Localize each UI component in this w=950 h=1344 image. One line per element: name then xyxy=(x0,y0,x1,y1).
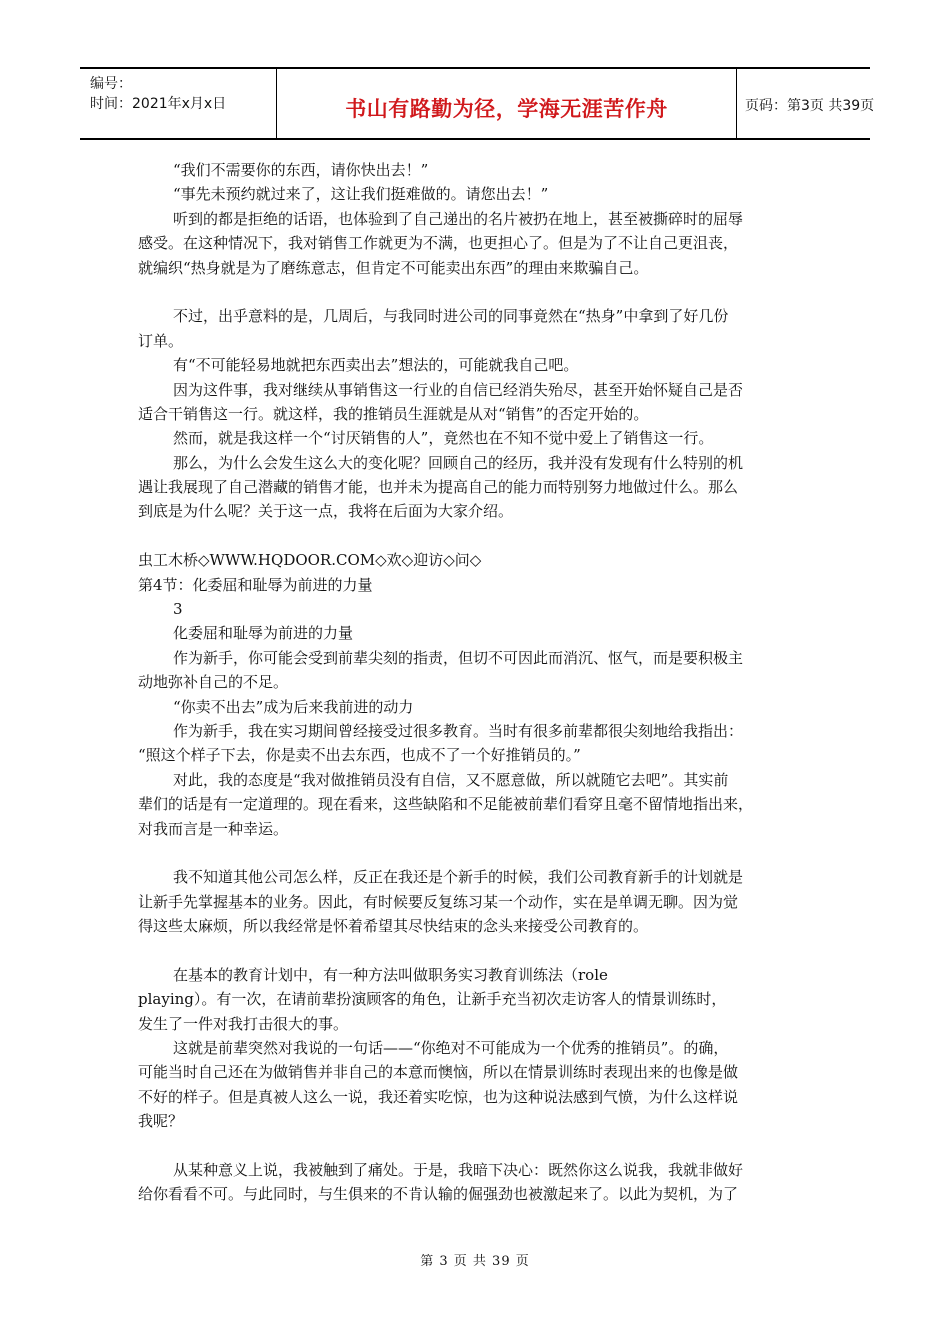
text-line: 对我而言是一种幸运。 xyxy=(138,819,289,838)
text-line: 3 xyxy=(173,600,183,619)
document-date-label: 时间：2021年x月x日 xyxy=(90,96,227,112)
text-line: 订单。 xyxy=(138,331,184,350)
header-motto-cell xyxy=(276,69,737,138)
text-line: 在基本的教育计划中，有一种方法叫做职务实习教育训练法（role xyxy=(173,965,608,984)
text-line: 那么，为什么会发生这么大的变化呢？回顾自己的经历，我并没有发现有什么特别的机 xyxy=(173,453,744,472)
text-line: 对此，我的态度是“我对做推销员没有自信，又不愿意做，所以就随它去吧”。其实前 xyxy=(173,770,729,789)
text-line: 听到的都是拒绝的话语，也体验到了自己递出的名片被扔在地上，甚至被撕碎时的屈辱 xyxy=(173,209,744,228)
text-line: 我不知道其他公司怎么样，反正在我还是个新手的时候，我们公司教育新手的计划就是 xyxy=(173,868,744,887)
text-line: 感受。在这种情况下，我对销售工作就更为不满，也更担心了。但是为了不让自己更沮丧， xyxy=(138,234,739,253)
document-body xyxy=(138,158,818,1207)
text-line: “我们不需要你的东西，请你快出去！” xyxy=(173,161,429,179)
text-line: 不过，出乎意料的是，几周后，与我同时进公司的同事竟然在“热身”中拿到了好几份 xyxy=(173,307,729,326)
text-line: 有“不可能轻易地就把东西卖出去”想法的，可能就我自己吧。 xyxy=(173,356,579,375)
text-line: 就编织“热身就是为了磨练意志，但肯定不可能卖出东西”的理由来欺骗自己。 xyxy=(138,258,649,277)
text-line: 作为新手，我在实习期间曾经接受过很多教育。当时有很多前辈都很尖刻地给我指出： xyxy=(173,721,744,740)
text-line: 动地弥补自己的不足。 xyxy=(138,673,289,692)
text-line: 第4节：化委屈和耻辱为前进的力量 xyxy=(138,575,373,594)
header-meta-cell xyxy=(80,69,276,138)
page-footer: 第 3 页 共 39 页 xyxy=(420,1254,530,1269)
text-line: 作为新手，你可能会受到前辈尖刻的指责，但切不可因此而消沉、怄气，而是要积极主 xyxy=(173,648,744,667)
blank-line xyxy=(138,841,818,865)
blank-line xyxy=(138,939,818,963)
blank-line xyxy=(138,280,818,304)
text-line: 从某种意义上说，我被触到了痛处。于是，我暗下决心：既然你这么说我，我就非做好 xyxy=(173,1161,744,1180)
text-line: 到底是为什么呢？关于这一点，我将在后面为大家介绍。 xyxy=(138,502,514,521)
text-line: 给你看看不可。与此同时，与生俱来的不肯认输的倔强劲也被激起来了。以此为契机，为了 xyxy=(138,1185,739,1204)
header-page-number: 页码：第3页 共39页 xyxy=(745,98,875,114)
text-line: “你卖不出去”成为后来我前进的动力 xyxy=(173,697,414,716)
text-line: 因为这件事，我对继续从事销售这一行业的自信已经消失殆尽，甚至开始怀疑自己是否 xyxy=(173,380,744,399)
text-line: “事先未预约就过来了，这让我们挺难做的。请您出去！” xyxy=(173,185,549,204)
text-line: 然而，就是我这样一个“讨厌销售的人”，竟然也在不知不觉中爱上了销售这一行。 xyxy=(173,429,714,448)
text-line: 这就是前辈突然对我说的一句话——“你绝对不可能成为一个优秀的推销员”。的确， xyxy=(173,1039,729,1058)
text-line: 不好的样子。但是真被人这么一说，我还着实吃惊，也为这种说法感到气愤，为什么这样说 xyxy=(138,1087,739,1106)
text-line: 化委屈和耻辱为前进的力量 xyxy=(173,624,354,643)
document-number-label: 编号： xyxy=(90,76,132,92)
text-line: 可能当时自己还在为做销售并非自己的本意而懊恼，所以在情景训练时表现出来的也像是做 xyxy=(138,1063,739,1082)
blank-line xyxy=(138,524,818,548)
text-line: 让新手先掌握基本的业务。因此，有时候要反复练习某一个动作，实在是单调无聊。因为觉 xyxy=(138,892,739,911)
text-line: 遇让我展现了自己潜藏的销售才能，也并未为提高自己的能力而特别努力地做过什么。那么 xyxy=(138,478,739,497)
text-line: 我呢？ xyxy=(138,1112,184,1131)
text-line: playing）。有一次，在请前辈扮演顾客的角色，让新手充当初次走访客人的情景训练时， xyxy=(138,990,727,1009)
text-line: 虫工木桥◇WWW.HQDOOR.COM◇欢◇迎访◇问◇ xyxy=(138,551,482,570)
text-line: 发生了一件对我打击很大的事。 xyxy=(138,1014,349,1033)
header-motto: 书山有路勤为径，学海无涯苦作舟 xyxy=(345,97,668,121)
text-line: 适合干销售这一行。就这样，我的推销员生涯就是从对“销售”的否定开始的。 xyxy=(138,404,649,423)
page-header xyxy=(80,67,875,140)
header-page-cell xyxy=(735,69,875,138)
text-line: 得这些太麻烦，所以我经常是怀着希望其尽快结束的念头来接受公司教育的。 xyxy=(138,917,649,936)
text-line: 辈们的话是有一定道理的。现在看来，这些缺陷和不足能被前辈们看穿且毫不留情地指出来， xyxy=(138,795,754,814)
blank-line xyxy=(138,1134,818,1158)
text-line: “照这个样子下去，你是卖不出去东西，也成不了一个好推销员的。” xyxy=(138,746,581,765)
